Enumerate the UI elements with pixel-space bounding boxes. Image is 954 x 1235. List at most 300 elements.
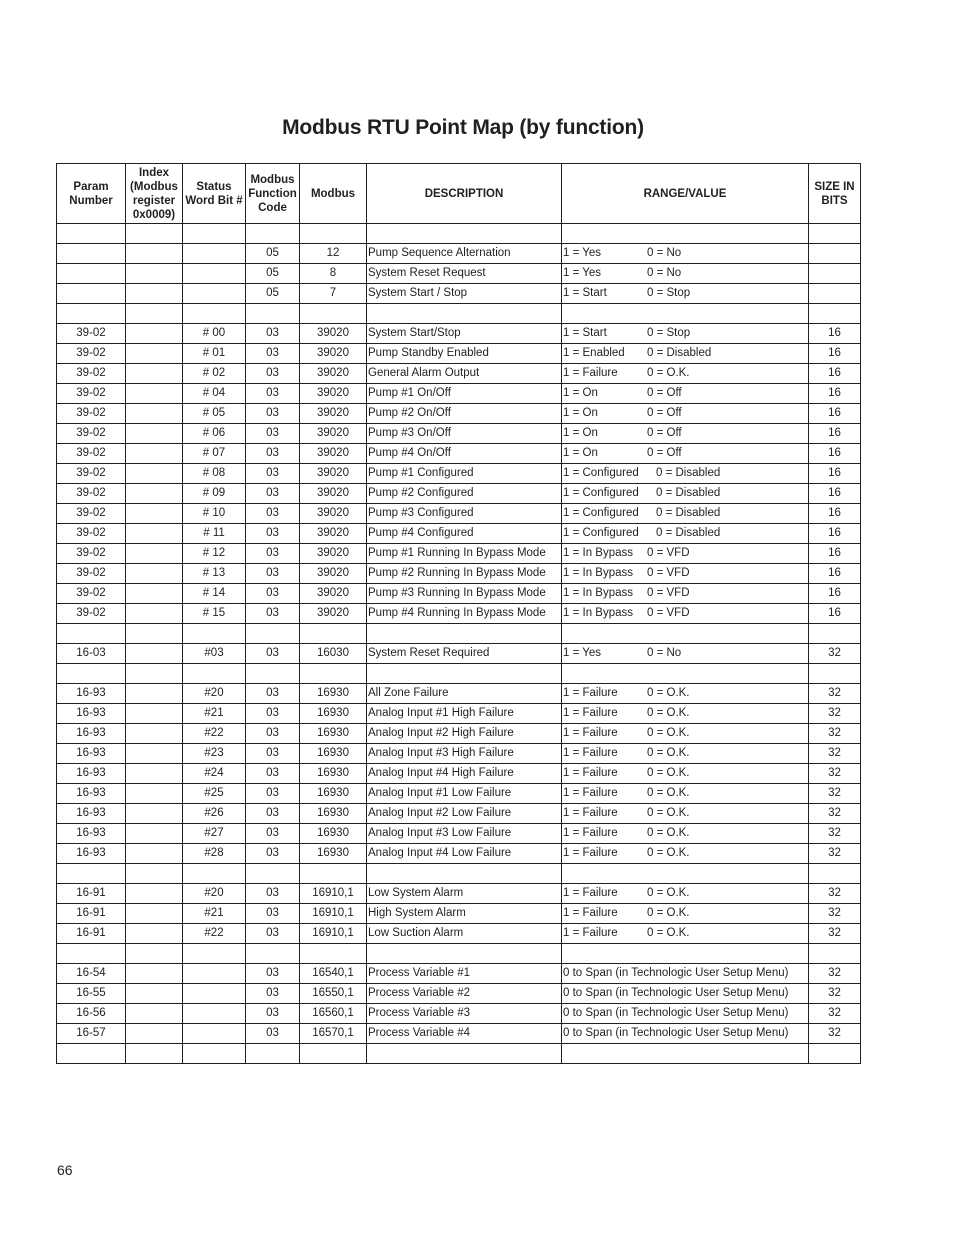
index-cell: [126, 404, 183, 424]
function-code-cell: [246, 224, 300, 244]
param-number-cell: [57, 264, 126, 284]
status-bit-cell: # 14: [183, 584, 246, 604]
param-number-cell: 16-93: [57, 764, 126, 784]
status-bit-cell: #20: [183, 684, 246, 704]
param-number-cell: [57, 1044, 126, 1064]
status-bit-cell: [183, 264, 246, 284]
table-row: [57, 804, 861, 824]
description-cell: [367, 304, 562, 324]
param-number-cell: 16-93: [57, 824, 126, 844]
modbus-register-cell: 39020: [300, 324, 367, 344]
size-bits-cell: 16: [809, 544, 861, 564]
range-value-cell: [562, 864, 809, 884]
range-false-value: 0 = Stop: [647, 327, 691, 339]
range-true-value: 1 = In Bypass: [563, 587, 633, 599]
description-cell: Pump #4 Configured: [367, 524, 562, 544]
status-bit-cell: [183, 1044, 246, 1064]
modbus-register-cell: [300, 224, 367, 244]
index-cell: [126, 584, 183, 604]
range-true-value: 1 = On: [563, 427, 598, 439]
point-map-table: [56, 163, 861, 1064]
status-bit-cell: # 15: [183, 604, 246, 624]
size-bits-cell: 16: [809, 404, 861, 424]
range-true-value: 1 = Start: [563, 327, 607, 339]
index-cell: [126, 484, 183, 504]
range-value-cell: [562, 884, 809, 904]
param-number-cell: [57, 224, 126, 244]
description-cell: [367, 864, 562, 884]
status-bit-cell: #27: [183, 824, 246, 844]
function-code-cell: 03: [246, 464, 300, 484]
param-number-cell: 16-91: [57, 924, 126, 944]
range-value-cell: [562, 744, 809, 764]
description-cell: Pump #2 On/Off: [367, 404, 562, 424]
description-cell: Analog Input #1 High Failure: [367, 704, 562, 724]
range-false-value: 0 = O.K.: [647, 927, 690, 939]
modbus-register-cell: 16930: [300, 784, 367, 804]
modbus-register-cell: 39020: [300, 344, 367, 364]
size-bits-cell: 32: [809, 684, 861, 704]
table-row: [57, 1044, 861, 1064]
header-function-code: Modbus Function Code: [246, 164, 300, 224]
range-true-value: 1 = Failure: [563, 827, 618, 839]
header-index: Index (Modbus register 0x0009): [126, 164, 183, 224]
range-false-value: 0 = O.K.: [647, 827, 690, 839]
table-row: [57, 284, 861, 304]
param-number-cell: 39-02: [57, 464, 126, 484]
status-bit-cell: #28: [183, 844, 246, 864]
index-cell: [126, 724, 183, 744]
size-bits-cell: 16: [809, 444, 861, 464]
modbus-register-cell: 39020: [300, 524, 367, 544]
size-bits-cell: [809, 624, 861, 644]
range-true-value: 1 = On: [563, 387, 598, 399]
range-false-value: 0 = O.K.: [647, 687, 690, 699]
index-cell: [126, 884, 183, 904]
table-body: [57, 224, 861, 1064]
size-bits-cell: 16: [809, 424, 861, 444]
size-bits-cell: 32: [809, 704, 861, 724]
function-code-cell: 03: [246, 744, 300, 764]
range-false-value: 0 = O.K.: [647, 727, 690, 739]
range-value-cell: [562, 624, 809, 644]
size-bits-cell: 16: [809, 384, 861, 404]
range-true-value: 1 = Failure: [563, 367, 618, 379]
index-cell: [126, 964, 183, 984]
modbus-register-cell: 16930: [300, 744, 367, 764]
size-bits-cell: [809, 224, 861, 244]
function-code-cell: 05: [246, 264, 300, 284]
function-code-cell: [246, 1044, 300, 1064]
status-bit-cell: [183, 624, 246, 644]
table-row: [57, 884, 861, 904]
table-row: [57, 404, 861, 424]
index-cell: [126, 304, 183, 324]
modbus-register-cell: 16930: [300, 684, 367, 704]
range-true-value: 1 = On: [563, 447, 598, 459]
range-true-value: 1 = Failure: [563, 847, 618, 859]
header-status-word-bit: Status Word Bit #: [183, 164, 246, 224]
status-bit-cell: # 00: [183, 324, 246, 344]
description-cell: Pump #3 Configured: [367, 504, 562, 524]
modbus-register-cell: [300, 864, 367, 884]
description-cell: Pump Sequence Alternation: [367, 244, 562, 264]
range-true-value: 1 = Configured: [563, 487, 639, 499]
range-false-value: 0 = VFD: [647, 547, 690, 559]
description-cell: [367, 944, 562, 964]
description-cell: Process Variable #3: [367, 1004, 562, 1024]
table-row: [57, 944, 861, 964]
function-code-cell: 03: [246, 444, 300, 464]
range-value-cell: [562, 904, 809, 924]
description-cell: Process Variable #2: [367, 984, 562, 1004]
function-code-cell: 03: [246, 724, 300, 744]
range-value-cell: [562, 924, 809, 944]
range-value-cell: [562, 544, 809, 564]
table-row: [57, 624, 861, 644]
table-row: [57, 824, 861, 844]
param-number-cell: 16-93: [57, 684, 126, 704]
param-number-cell: 16-93: [57, 784, 126, 804]
range-value-cell: [562, 1044, 809, 1064]
index-cell: [126, 424, 183, 444]
index-cell: [126, 984, 183, 1004]
status-bit-cell: [183, 984, 246, 1004]
size-bits-cell: [809, 664, 861, 684]
range-false-value: 0 = Disabled: [656, 527, 721, 539]
status-bit-cell: [183, 664, 246, 684]
param-number-cell: 16-93: [57, 724, 126, 744]
function-code-cell: 03: [246, 564, 300, 584]
range-false-value: 0 = O.K.: [647, 847, 690, 859]
range-false-value: 0 = Off: [647, 407, 682, 419]
description-cell: Pump #1 On/Off: [367, 384, 562, 404]
function-code-cell: 03: [246, 544, 300, 564]
description-cell: [367, 224, 562, 244]
modbus-register-cell: 39020: [300, 404, 367, 424]
range-true-value: 1 = In Bypass: [563, 567, 633, 579]
param-number-cell: 39-02: [57, 364, 126, 384]
range-value-cell: [562, 564, 809, 584]
index-cell: [126, 244, 183, 264]
range-value-cell: [562, 364, 809, 384]
range-true-value: 1 = Yes: [563, 647, 602, 659]
range-value-cell: [562, 824, 809, 844]
modbus-register-cell: 39020: [300, 564, 367, 584]
modbus-register-cell: 39020: [300, 584, 367, 604]
range-false-value: 0 = O.K.: [647, 367, 690, 379]
index-cell: [126, 364, 183, 384]
size-bits-cell: 16: [809, 564, 861, 584]
page-title: Modbus RTU Point Map (by function): [282, 116, 644, 139]
function-code-cell: 03: [246, 804, 300, 824]
description-cell: Pump #4 On/Off: [367, 444, 562, 464]
table-row: [57, 744, 861, 764]
description-cell: Analog Input #2 High Failure: [367, 724, 562, 744]
param-number-cell: 39-02: [57, 344, 126, 364]
modbus-register-cell: [300, 624, 367, 644]
range-value-cell: [562, 944, 809, 964]
function-code-cell: 03: [246, 604, 300, 624]
range-false-value: 0 = No: [647, 247, 682, 259]
param-number-cell: 39-02: [57, 444, 126, 464]
status-bit-cell: #03: [183, 644, 246, 664]
size-bits-cell: 16: [809, 324, 861, 344]
modbus-register-cell: 7: [300, 284, 367, 304]
index-cell: [126, 944, 183, 964]
status-bit-cell: [183, 224, 246, 244]
index-cell: [126, 844, 183, 864]
size-bits-cell: 32: [809, 924, 861, 944]
table-row: [57, 984, 861, 1004]
description-cell: [367, 664, 562, 684]
size-bits-cell: 32: [809, 744, 861, 764]
status-bit-cell: [183, 284, 246, 304]
range-value-cell: [562, 224, 809, 244]
table-row: [57, 564, 861, 584]
page-number: 66: [57, 1162, 73, 1178]
param-number-cell: 16-54: [57, 964, 126, 984]
modbus-register-cell: [300, 1044, 367, 1064]
param-number-cell: 39-02: [57, 524, 126, 544]
modbus-register-cell: 39020: [300, 604, 367, 624]
range-false-value: 0 = No: [647, 267, 682, 279]
table-row: [57, 904, 861, 924]
range-true-value: 1 = Failure: [563, 707, 618, 719]
modbus-register-cell: 39020: [300, 504, 367, 524]
table-row: [57, 304, 861, 324]
param-number-cell: 16-56: [57, 1004, 126, 1024]
status-bit-cell: # 10: [183, 504, 246, 524]
range-value-cell: [562, 804, 809, 824]
status-bit-cell: [183, 1004, 246, 1024]
description-cell: Analog Input #1 Low Failure: [367, 784, 562, 804]
modbus-register-cell: 16910,1: [300, 884, 367, 904]
status-bit-cell: # 09: [183, 484, 246, 504]
table-row: [57, 764, 861, 784]
description-cell: High System Alarm: [367, 904, 562, 924]
range-false-value: 0 = Disabled: [656, 507, 721, 519]
function-code-cell: 03: [246, 984, 300, 1004]
range-false-value: 0 = O.K.: [647, 707, 690, 719]
status-bit-cell: # 06: [183, 424, 246, 444]
description-cell: System Reset Request: [367, 264, 562, 284]
size-bits-cell: 32: [809, 964, 861, 984]
range-value-cell: [562, 844, 809, 864]
param-number-cell: 39-02: [57, 584, 126, 604]
size-bits-cell: 32: [809, 1024, 861, 1044]
range-value-cell: [562, 384, 809, 404]
size-bits-cell: 16: [809, 484, 861, 504]
table-row: [57, 664, 861, 684]
size-bits-cell: 32: [809, 1004, 861, 1024]
index-cell: [126, 264, 183, 284]
header-description: DESCRIPTION: [367, 164, 562, 224]
modbus-register-cell: [300, 304, 367, 324]
description-cell: Analog Input #2 Low Failure: [367, 804, 562, 824]
range-true-value: 1 = Failure: [563, 807, 618, 819]
param-number-cell: [57, 244, 126, 264]
size-bits-cell: [809, 1044, 861, 1064]
modbus-register-cell: 39020: [300, 484, 367, 504]
range-false-value: 0 = O.K.: [647, 907, 690, 919]
header-param-number: Param Number: [57, 164, 126, 224]
function-code-cell: 03: [246, 344, 300, 364]
function-code-cell: [246, 944, 300, 964]
range-false-value: 0 = VFD: [647, 607, 690, 619]
status-bit-cell: # 02: [183, 364, 246, 384]
param-number-cell: 39-02: [57, 384, 126, 404]
status-bit-cell: #20: [183, 884, 246, 904]
size-bits-cell: 16: [809, 584, 861, 604]
table-row: [57, 244, 861, 264]
status-bit-cell: # 11: [183, 524, 246, 544]
index-cell: [126, 924, 183, 944]
range-true-value: 1 = Failure: [563, 887, 618, 899]
description-cell: Pump Standby Enabled: [367, 344, 562, 364]
index-cell: [126, 504, 183, 524]
param-number-cell: 16-93: [57, 844, 126, 864]
modbus-register-cell: 16560,1: [300, 1004, 367, 1024]
range-true-value: 1 = Configured: [563, 527, 639, 539]
status-bit-cell: [183, 304, 246, 324]
function-code-cell: 03: [246, 644, 300, 664]
status-bit-cell: [183, 1024, 246, 1044]
description-cell: Pump #1 Configured: [367, 464, 562, 484]
function-code-cell: 03: [246, 684, 300, 704]
modbus-register-cell: [300, 664, 367, 684]
index-cell: [126, 444, 183, 464]
function-code-cell: [246, 624, 300, 644]
size-bits-cell: [809, 264, 861, 284]
size-bits-cell: 16: [809, 344, 861, 364]
size-bits-cell: [809, 864, 861, 884]
function-code-cell: [246, 304, 300, 324]
index-cell: [126, 704, 183, 724]
size-bits-cell: [809, 244, 861, 264]
range-false-value: 0 = O.K.: [647, 807, 690, 819]
function-code-cell: 05: [246, 284, 300, 304]
index-cell: [126, 764, 183, 784]
param-number-cell: 39-02: [57, 324, 126, 344]
table-row: [57, 844, 861, 864]
modbus-register-cell: 12: [300, 244, 367, 264]
param-number-cell: 16-03: [57, 644, 126, 664]
range-value-cell: 0 to Span (in Technologic User Setup Menu): [562, 984, 809, 1004]
function-code-cell: 03: [246, 324, 300, 344]
range-true-value: 1 = Failure: [563, 687, 618, 699]
function-code-cell: 03: [246, 904, 300, 924]
range-value-cell: [562, 344, 809, 364]
range-value-cell: [562, 664, 809, 684]
range-true-value: 1 = Start: [563, 287, 607, 299]
param-number-cell: [57, 284, 126, 304]
function-code-cell: 03: [246, 704, 300, 724]
modbus-register-cell: 16930: [300, 704, 367, 724]
table-row: [57, 504, 861, 524]
range-value-cell: [562, 484, 809, 504]
modbus-register-cell: 16930: [300, 804, 367, 824]
function-code-cell: 03: [246, 964, 300, 984]
size-bits-cell: 16: [809, 524, 861, 544]
table-row: [57, 1004, 861, 1024]
range-value-cell: [562, 404, 809, 424]
index-cell: [126, 864, 183, 884]
param-number-cell: [57, 624, 126, 644]
table-row: [57, 344, 861, 364]
range-true-value: 1 = Yes: [563, 267, 602, 279]
range-value-cell: [562, 604, 809, 624]
table-row: [57, 924, 861, 944]
description-cell: Pump #3 On/Off: [367, 424, 562, 444]
param-number-cell: 16-91: [57, 884, 126, 904]
index-cell: [126, 684, 183, 704]
description-cell: Analog Input #3 High Failure: [367, 744, 562, 764]
range-value-cell: [562, 304, 809, 324]
modbus-register-cell: 16570,1: [300, 1024, 367, 1044]
function-code-cell: 03: [246, 584, 300, 604]
index-cell: [126, 1004, 183, 1024]
range-false-value: 0 = VFD: [647, 587, 690, 599]
param-number-cell: 39-02: [57, 564, 126, 584]
function-code-cell: 03: [246, 364, 300, 384]
table-row: [57, 584, 861, 604]
range-value-cell: 0 to Span (in Technologic User Setup Menu): [562, 1024, 809, 1044]
status-bit-cell: # 08: [183, 464, 246, 484]
table-row: [57, 364, 861, 384]
range-value-cell: [562, 464, 809, 484]
status-bit-cell: #23: [183, 744, 246, 764]
table-row: [57, 324, 861, 344]
function-code-cell: 03: [246, 484, 300, 504]
range-true-value: 1 = Yes: [563, 247, 602, 259]
range-false-value: 0 = Off: [647, 447, 682, 459]
range-value-cell: [562, 424, 809, 444]
index-cell: [126, 224, 183, 244]
function-code-cell: 03: [246, 1024, 300, 1044]
range-value-cell: [562, 684, 809, 704]
status-bit-cell: # 07: [183, 444, 246, 464]
status-bit-cell: [183, 964, 246, 984]
status-bit-cell: #26: [183, 804, 246, 824]
range-value-cell: [562, 284, 809, 304]
function-code-cell: 03: [246, 784, 300, 804]
modbus-register-cell: 39020: [300, 364, 367, 384]
description-cell: [367, 1044, 562, 1064]
function-code-cell: 03: [246, 1004, 300, 1024]
function-code-cell: 03: [246, 764, 300, 784]
size-bits-cell: 16: [809, 464, 861, 484]
range-value-cell: [562, 724, 809, 744]
range-true-value: 1 = On: [563, 407, 598, 419]
table-row: [57, 964, 861, 984]
table-row: [57, 384, 861, 404]
modbus-register-cell: 16550,1: [300, 984, 367, 1004]
table-row: [57, 724, 861, 744]
range-value-cell: 0 to Span (in Technologic User Setup Menu): [562, 964, 809, 984]
description-cell: Pump #2 Running In Bypass Mode: [367, 564, 562, 584]
param-number-cell: 16-55: [57, 984, 126, 1004]
index-cell: [126, 564, 183, 584]
size-bits-cell: 16: [809, 604, 861, 624]
range-false-value: 0 = O.K.: [647, 887, 690, 899]
param-number-cell: 39-02: [57, 604, 126, 624]
range-true-value: 1 = Configured: [563, 507, 639, 519]
function-code-cell: 03: [246, 404, 300, 424]
function-code-cell: 03: [246, 824, 300, 844]
range-value-cell: [562, 524, 809, 544]
index-cell: [126, 1044, 183, 1064]
